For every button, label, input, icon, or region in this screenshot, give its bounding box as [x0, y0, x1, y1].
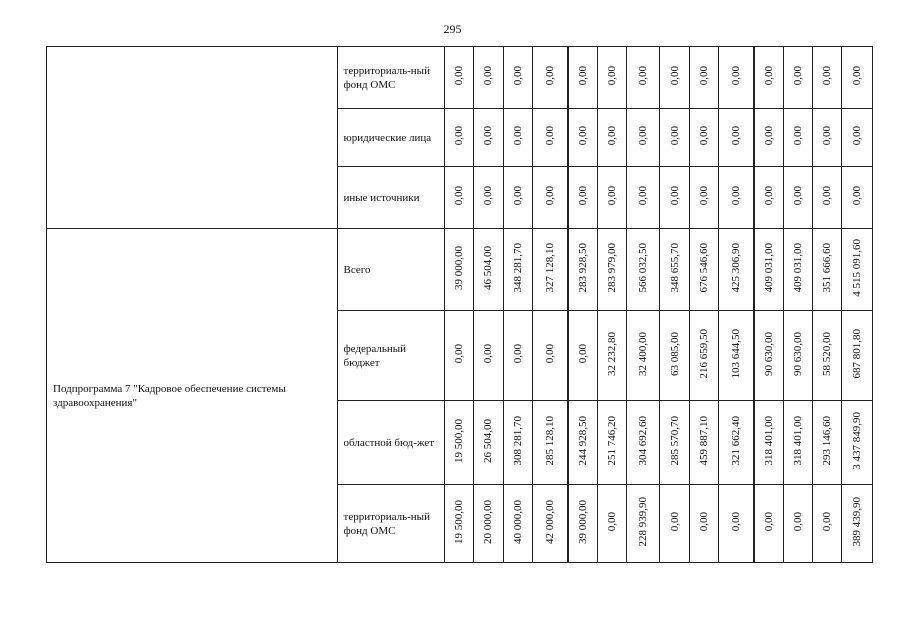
value-text: 285 128,10 — [543, 415, 556, 466]
value-cell — [813, 47, 842, 109]
value-cell — [660, 485, 689, 563]
value-cell — [503, 167, 532, 229]
value-cell — [783, 311, 812, 401]
value-text: 293 146,60 — [821, 415, 834, 466]
value-text: 0,00 — [791, 125, 804, 146]
value-text: 0,00 — [851, 185, 864, 206]
value-text: 0,00 — [851, 65, 864, 86]
value-cell — [444, 311, 473, 401]
value-cell — [474, 229, 503, 311]
value-text: 0,00 — [576, 185, 589, 206]
value-text: 0,00 — [452, 185, 465, 206]
page-number: 295 — [443, 22, 462, 36]
value-text: 0,00 — [821, 125, 834, 146]
value-cell — [597, 167, 626, 229]
value-cell — [783, 109, 812, 167]
value-text: 0,00 — [729, 125, 742, 146]
value-text: 0,00 — [668, 511, 681, 532]
value-cell — [813, 401, 842, 485]
value-text: 425 306,90 — [729, 242, 742, 293]
value-text: 19 500,00 — [452, 418, 465, 463]
value-cell — [813, 167, 842, 229]
value-cell — [503, 485, 532, 563]
value-cell — [689, 485, 718, 563]
value-text: 0,00 — [762, 125, 775, 146]
value-text: 0,00 — [543, 185, 556, 206]
value-text: 0,00 — [821, 65, 834, 86]
value-cell — [783, 47, 812, 109]
value-text: 0,00 — [482, 185, 495, 206]
funding-source-cell: юридические лица — [337, 109, 444, 167]
value-cell — [660, 311, 689, 401]
value-text: 285 570,70 — [668, 415, 681, 466]
value-text: 90 630,00 — [762, 331, 775, 376]
value-cell — [597, 109, 626, 167]
value-text: 39 000,00 — [452, 245, 465, 290]
value-text: 20 000,00 — [482, 499, 495, 544]
value-text: 0,00 — [668, 65, 681, 86]
value-text: 0,00 — [668, 185, 681, 206]
value-cell — [532, 311, 567, 401]
program-cell — [47, 47, 338, 229]
value-cell — [754, 485, 783, 563]
value-cell — [689, 47, 718, 109]
value-text: 0,00 — [762, 511, 775, 532]
value-text: 216 659,50 — [697, 328, 710, 379]
value-text: 0,00 — [482, 65, 495, 86]
value-cell — [597, 485, 626, 563]
value-text: 0,00 — [576, 125, 589, 146]
value-cell — [503, 311, 532, 401]
value-text: 0,00 — [482, 343, 495, 364]
value-cell — [719, 401, 754, 485]
value-text: 42 000,00 — [543, 499, 556, 544]
value-text: 0,00 — [697, 185, 710, 206]
value-cell — [568, 401, 597, 485]
value-text: 0,00 — [452, 343, 465, 364]
value-text: 32 232,80 — [605, 331, 618, 376]
value-cell — [532, 229, 567, 311]
value-cell — [754, 109, 783, 167]
value-cell — [626, 485, 659, 563]
value-text: 0,00 — [576, 65, 589, 86]
value-text: 0,00 — [791, 65, 804, 86]
value-cell — [597, 401, 626, 485]
value-cell — [754, 229, 783, 311]
value-cell — [689, 167, 718, 229]
value-cell — [474, 401, 503, 485]
value-cell — [783, 401, 812, 485]
value-cell — [626, 167, 659, 229]
value-text: 0,00 — [851, 125, 864, 146]
value-cell — [842, 485, 873, 563]
value-text: 0,00 — [605, 185, 618, 206]
value-text: 0,00 — [791, 185, 804, 206]
value-cell — [503, 47, 532, 109]
value-cell — [626, 311, 659, 401]
value-cell — [444, 229, 473, 311]
value-cell — [842, 311, 873, 401]
value-cell — [660, 109, 689, 167]
value-text: 0,00 — [605, 511, 618, 532]
value-text: 308 281,70 — [511, 415, 524, 466]
program-cell: Подпрограмма 7 "Кадровое обеспечение системы здравоохранения" — [47, 229, 338, 563]
funding-source-cell: территориаль-ный фонд ОМС — [337, 485, 444, 563]
value-cell — [719, 47, 754, 109]
value-cell — [719, 109, 754, 167]
value-cell — [626, 47, 659, 109]
value-text: 0,00 — [452, 125, 465, 146]
value-text: 0,00 — [821, 185, 834, 206]
value-cell — [444, 47, 473, 109]
value-cell — [532, 109, 567, 167]
value-cell — [754, 401, 783, 485]
value-cell — [719, 229, 754, 311]
value-cell — [719, 167, 754, 229]
value-text: 228 939,90 — [637, 496, 650, 547]
value-cell — [568, 167, 597, 229]
value-cell — [568, 229, 597, 311]
value-text: 0,00 — [762, 65, 775, 86]
value-cell — [532, 485, 567, 563]
value-cell — [568, 109, 597, 167]
value-text: 687 801,80 — [851, 328, 864, 379]
value-text: 0,00 — [697, 511, 710, 532]
value-text: 0,00 — [511, 65, 524, 86]
value-cell — [474, 311, 503, 401]
value-text: 327 128,10 — [543, 242, 556, 293]
value-text: 0,00 — [729, 185, 742, 206]
value-text: 32 400,00 — [637, 331, 650, 376]
value-text: 348 655,70 — [668, 242, 681, 293]
table-row — [47, 229, 873, 311]
value-text: 46 504,00 — [482, 245, 495, 290]
value-text: 0,00 — [605, 125, 618, 146]
value-cell — [444, 401, 473, 485]
value-cell — [568, 485, 597, 563]
value-text: 4 515 091,60 — [851, 238, 864, 297]
value-text: 0,00 — [729, 65, 742, 86]
value-text: 0,00 — [482, 125, 495, 146]
value-cell — [568, 311, 597, 401]
value-text: 0,00 — [543, 125, 556, 146]
value-cell — [813, 311, 842, 401]
value-cell — [719, 311, 754, 401]
value-text: 676 546,60 — [697, 242, 710, 293]
value-text: 0,00 — [697, 125, 710, 146]
value-text: 0,00 — [605, 65, 618, 86]
value-cell — [532, 401, 567, 485]
value-cell — [842, 401, 873, 485]
value-text: 409 031,00 — [791, 242, 804, 293]
value-cell — [660, 167, 689, 229]
value-cell — [597, 229, 626, 311]
value-text: 0,00 — [511, 343, 524, 364]
value-text: 0,00 — [452, 65, 465, 86]
value-cell — [783, 167, 812, 229]
value-text: 0,00 — [821, 511, 834, 532]
value-text: 19 500,00 — [452, 499, 465, 544]
value-cell — [689, 109, 718, 167]
value-cell — [444, 167, 473, 229]
value-cell — [660, 47, 689, 109]
value-cell — [626, 229, 659, 311]
value-cell — [503, 401, 532, 485]
value-text: 0,00 — [511, 125, 524, 146]
value-cell — [444, 485, 473, 563]
value-cell — [503, 109, 532, 167]
value-cell — [754, 167, 783, 229]
value-cell — [689, 311, 718, 401]
value-cell — [626, 109, 659, 167]
value-cell — [444, 109, 473, 167]
value-cell — [813, 485, 842, 563]
value-cell — [660, 401, 689, 485]
value-text: 304 692,60 — [637, 415, 650, 466]
value-text: 26 504,00 — [482, 418, 495, 463]
value-text: 3 437 849,90 — [851, 411, 864, 470]
table-row — [47, 47, 873, 109]
value-cell — [660, 229, 689, 311]
value-cell — [597, 311, 626, 401]
value-text: 321 662,40 — [729, 415, 742, 466]
budget-table — [46, 46, 873, 563]
funding-source-cell: областной бюд-жет — [337, 401, 444, 485]
value-cell — [597, 47, 626, 109]
value-cell — [689, 229, 718, 311]
value-text: 251 746,20 — [605, 415, 618, 466]
value-text: 244 928,50 — [576, 415, 589, 466]
value-cell — [813, 109, 842, 167]
value-text: 103 644,50 — [729, 328, 742, 379]
value-text: 0,00 — [637, 125, 650, 146]
value-text: 0,00 — [729, 511, 742, 532]
value-text: 283 979,00 — [605, 242, 618, 293]
value-text: 0,00 — [511, 185, 524, 206]
value-text: 283 928,50 — [576, 242, 589, 293]
value-text: 0,00 — [668, 125, 681, 146]
value-cell — [842, 109, 873, 167]
value-cell — [503, 229, 532, 311]
value-text: 566 032,50 — [637, 242, 650, 293]
value-cell — [783, 229, 812, 311]
value-cell — [754, 311, 783, 401]
value-text: 0,00 — [762, 185, 775, 206]
value-cell — [842, 167, 873, 229]
value-text: 348 281,70 — [511, 242, 524, 293]
value-cell — [689, 401, 718, 485]
value-text: 351 666,60 — [821, 242, 834, 293]
funding-source-cell: федеральный бюджет — [337, 311, 444, 401]
value-cell — [626, 401, 659, 485]
value-text: 90 630,00 — [791, 331, 804, 376]
value-cell — [474, 47, 503, 109]
value-text: 0,00 — [543, 343, 556, 364]
value-cell — [719, 485, 754, 563]
value-text: 0,00 — [791, 511, 804, 532]
value-text: 0,00 — [576, 343, 589, 364]
value-text: 63 085,00 — [668, 331, 681, 376]
value-cell — [754, 47, 783, 109]
value-cell — [532, 167, 567, 229]
value-text: 0,00 — [543, 65, 556, 86]
value-text: 40 000,00 — [511, 499, 524, 544]
value-cell — [474, 485, 503, 563]
value-text: 0,00 — [697, 65, 710, 86]
value-cell — [783, 485, 812, 563]
value-text: 0,00 — [637, 65, 650, 86]
value-text: 39 000,00 — [576, 499, 589, 544]
value-text: 58 520,00 — [821, 331, 834, 376]
funding-source-cell: Всего — [337, 229, 444, 311]
funding-source-cell: территориаль-ный фонд ОМС — [337, 47, 444, 109]
value-text: 318 401,00 — [791, 415, 804, 466]
value-cell — [474, 167, 503, 229]
value-text: 318 401,00 — [762, 415, 775, 466]
value-cell — [813, 229, 842, 311]
value-text: 0,00 — [637, 185, 650, 206]
value-cell — [842, 47, 873, 109]
value-text: 459 887,10 — [697, 415, 710, 466]
value-text: 409 031,00 — [762, 242, 775, 293]
value-text: 389 439,90 — [851, 496, 864, 547]
funding-source-cell: иные источники — [337, 167, 444, 229]
value-cell — [568, 47, 597, 109]
value-cell — [842, 229, 873, 311]
value-cell — [474, 109, 503, 167]
value-cell — [532, 47, 567, 109]
